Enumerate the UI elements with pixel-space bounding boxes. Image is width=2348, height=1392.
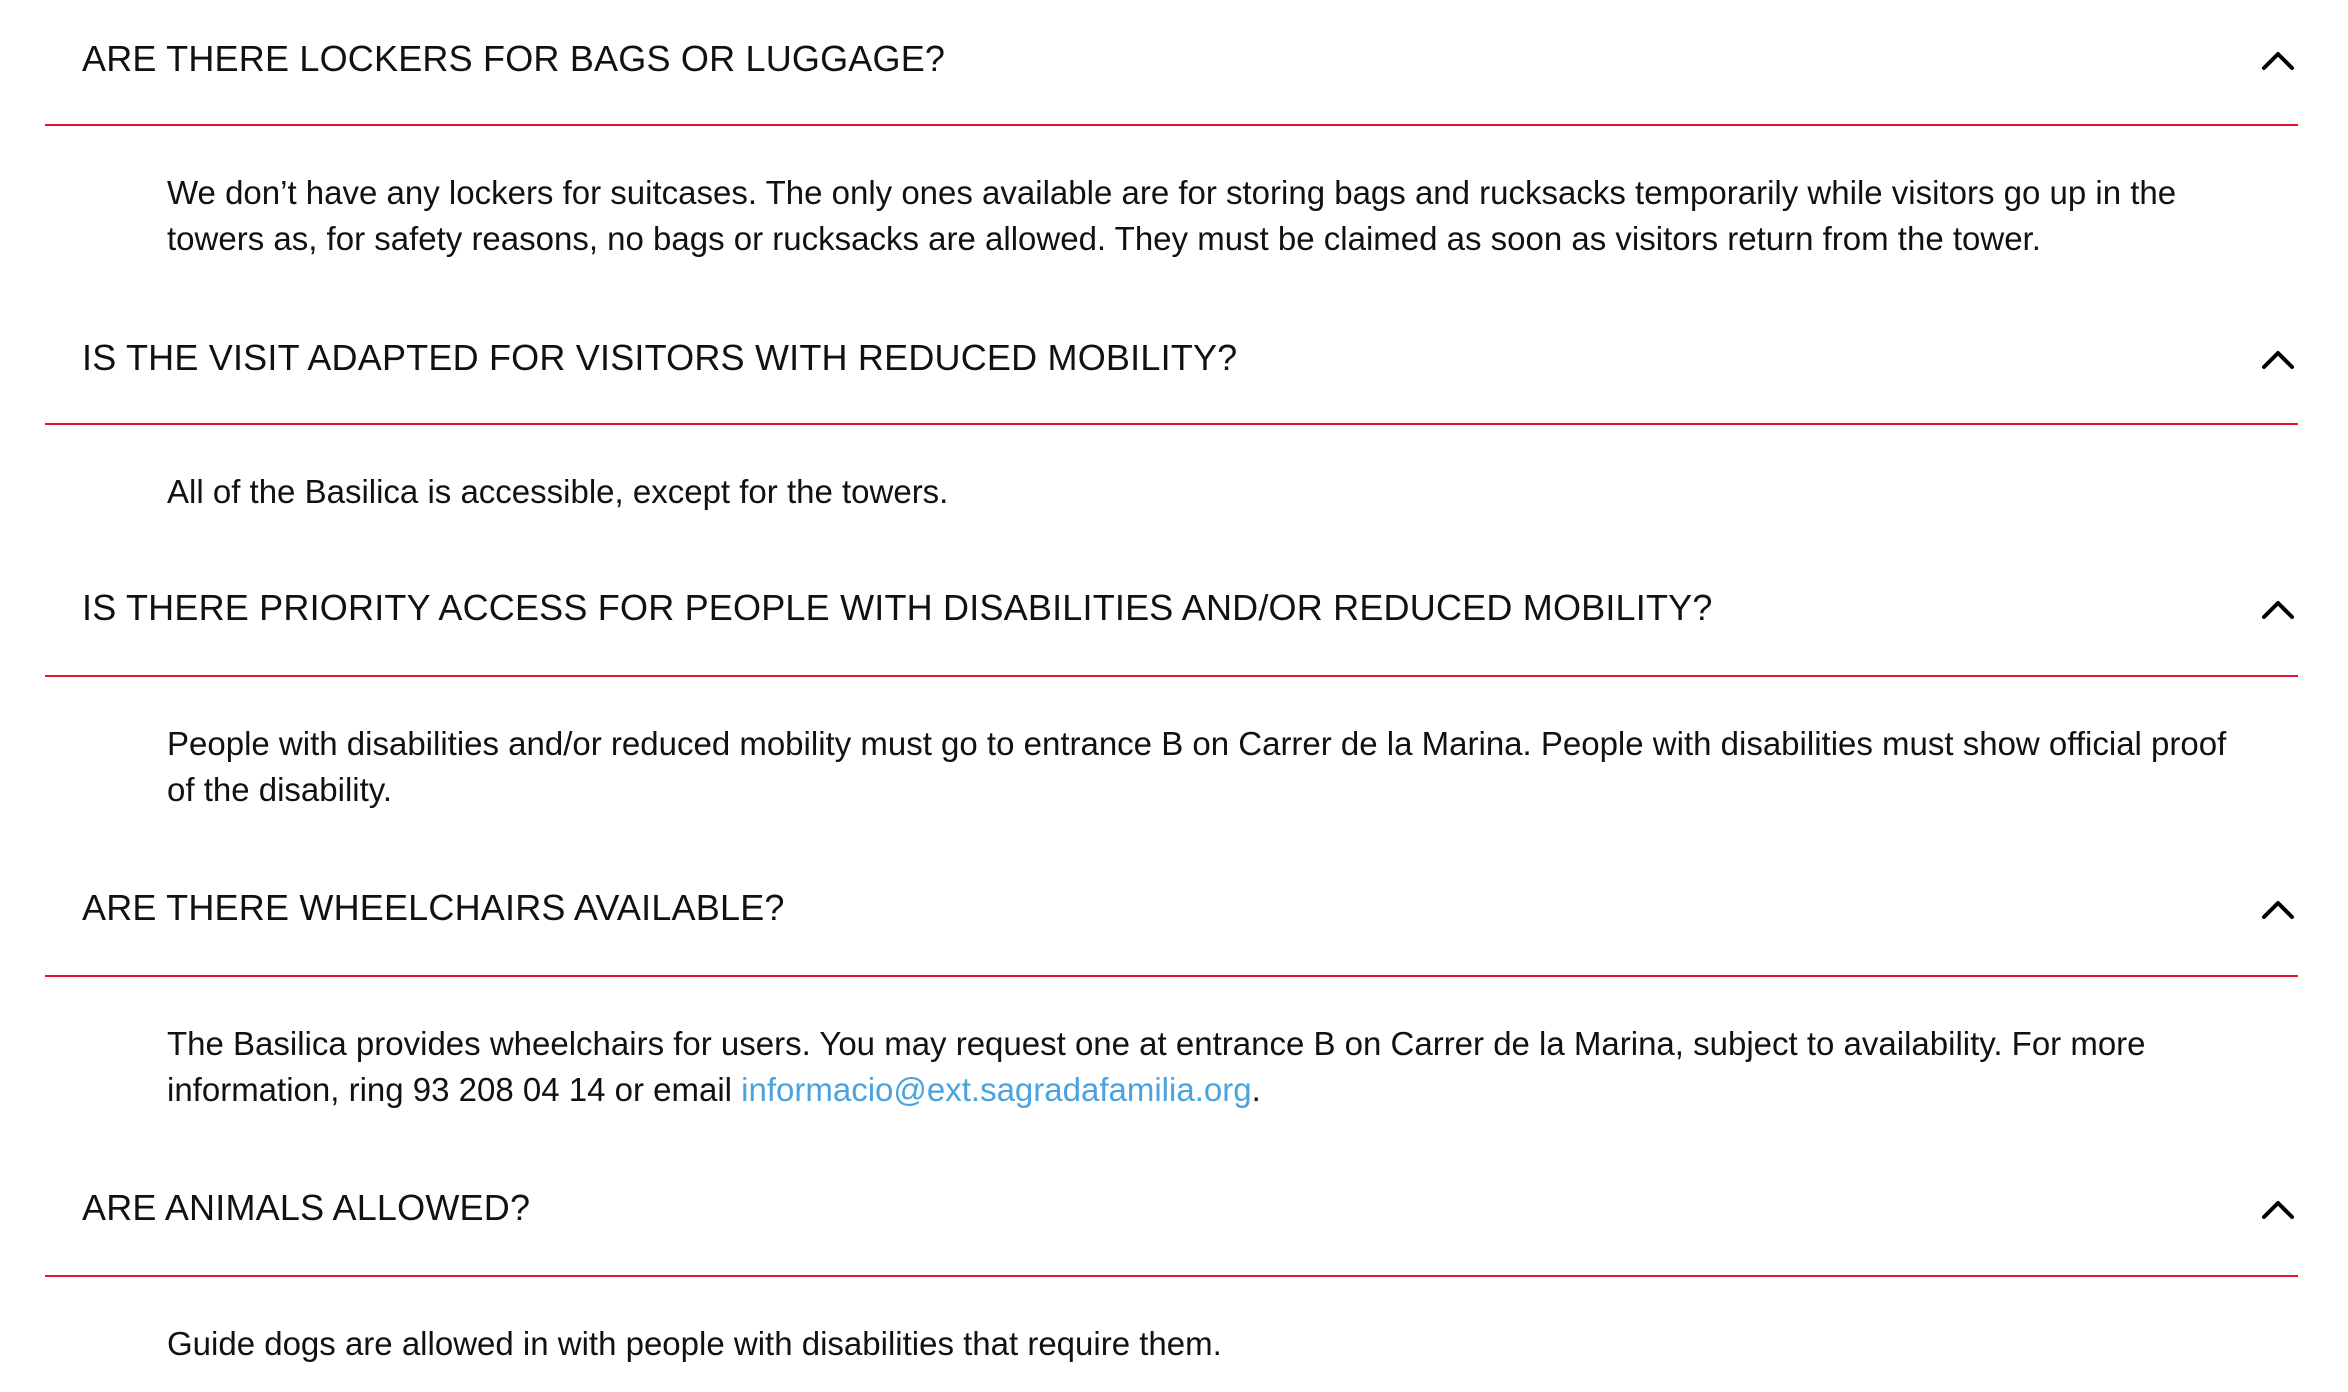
faq-answer [45, 677, 2298, 849]
faq-item [45, 0, 2298, 299]
chevron-up-icon[interactable] [2258, 1191, 2298, 1231]
faq-answer-text-part: The Basilica provides wheelchairs for users. You may request one at entrance B on Carrer de la Marina, subject to availability. For more information, ring 93 208 04 14 or email [167, 1025, 2146, 1108]
faq-question-mobility[interactable] [45, 299, 2298, 425]
chevron-up-icon[interactable] [2258, 591, 2298, 631]
faq-answer-text: We don’t have any lockers for suitcases. The only ones available are for storing bags and rucksacks temporarily while visitors go up in the towers as, for safety reasons, no bags or rucksacks are allowed. They must be claimed as soon as visitors return from the tower. [167, 174, 2177, 257]
faq-item [45, 549, 2298, 849]
faq-question-text: IS THERE PRIORITY ACCESS FOR PEOPLE WITH DISABILITIES AND/OR REDUCED MOBILITY? [82, 587, 1713, 628]
faq-answer-text: Guide dogs are allowed in with people with disabilities that require them. [167, 1325, 1222, 1362]
chevron-up-icon[interactable] [2258, 42, 2298, 82]
faq-answer [45, 425, 2298, 549]
faq-question-text: ARE THERE LOCKERS FOR BAGS OR LUGGAGE? [82, 38, 946, 79]
faq-question-priority-access[interactable] [45, 549, 2298, 677]
faq-item [45, 1149, 2298, 1367]
chevron-up-icon[interactable] [2258, 891, 2298, 931]
faq-answer-text [167, 1021, 2228, 1113]
faq-question-lockers[interactable] [45, 0, 2298, 126]
email-link[interactable]: informacio@ext.sagradafamilia.org [741, 1071, 1252, 1108]
faq-question-text: ARE THERE WHEELCHAIRS AVAILABLE? [82, 887, 785, 928]
faq-question-text: ARE ANIMALS ALLOWED? [82, 1187, 531, 1228]
faq-answer [45, 1277, 2298, 1367]
faq-answer [45, 977, 2298, 1149]
faq-question-text: IS THE VISIT ADAPTED FOR VISITORS WITH REDUCED MOBILITY? [82, 337, 1238, 378]
faq-question-animals[interactable] [45, 1149, 2298, 1277]
chevron-up-icon[interactable] [2258, 341, 2298, 381]
faq-answer [45, 126, 2298, 299]
faq-item [45, 849, 2298, 1149]
faq-question-wheelchairs[interactable] [45, 849, 2298, 977]
faq-answer-text-part: . [1251, 1071, 1261, 1108]
faq-answer-text: All of the Basilica is accessible, except for the towers. [167, 473, 949, 510]
faq-answer-text: People with disabilities and/or reduced mobility must go to entrance B on Carrer de la Marina. People with disabilities must show official proof of the disability. [167, 725, 2227, 808]
faq-accordion [45, 0, 2298, 1367]
faq-item [45, 299, 2298, 549]
